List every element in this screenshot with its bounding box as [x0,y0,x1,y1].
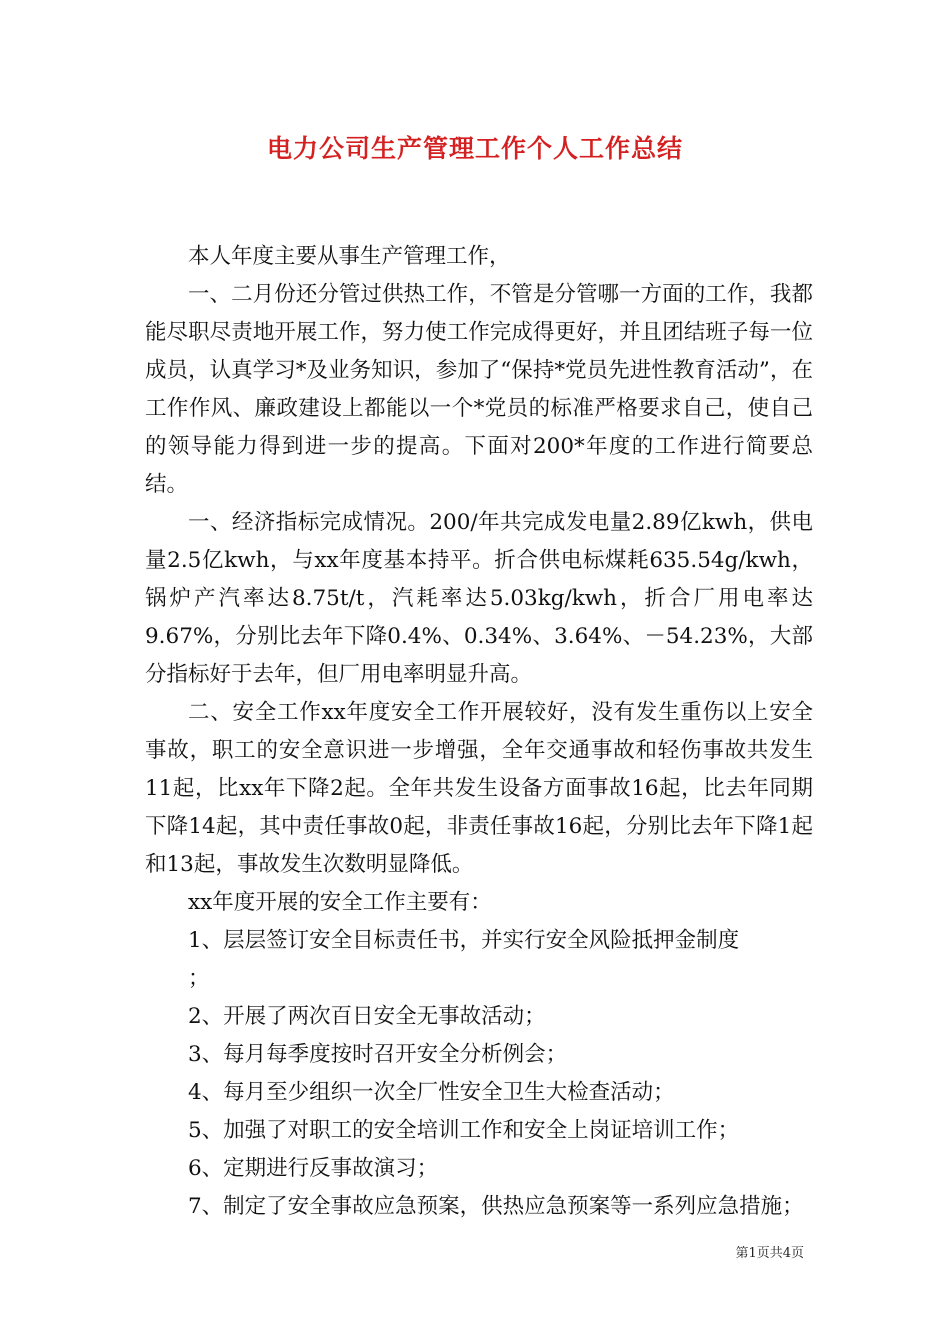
paragraph-overview: 一、二月份还分管过供热工作，不管是分管哪一方面的工作，我都能尽职尽责地开展工作，努力使工作完成得更好，并且团结班子每一位成员，认真学习*及业务知识，参加了“保持*党员先进性教育活动”，在工作作风、廉政建设上都能以一个*党员的标准严格要求自己，使自己的领导能力得到进一步的提高。下面对200*年度的工作进行简要总结。 [145,282,813,497]
list-item: 5、加强了对职工的安全培训工作和安全上岗证培训工作； [188,1118,740,1143]
list-item: 6、定期进行反事故演习； [188,1156,439,1181]
document-body [145,238,813,1226]
paragraph-intro: 本人年度主要从事生产管理工作， [188,244,511,269]
list-item: 4、每月至少组织一次全厂性安全卫生大检查活动； [188,1080,675,1105]
list-item: 7、制定了安全事故应急预案，供热应急预案等一系列应急措施； [188,1194,804,1219]
list-item: 3、每月每季度按时召开安全分析例会； [188,1042,568,1067]
list-item: 2、开展了两次百日安全无事故活动； [188,1004,546,1029]
list-item: 1、层层签订安全目标责任书，并实行安全风险抵押金制度 [188,928,740,953]
paragraph-economic-indicators: 一、经济指标完成情况。200/年共完成发电量2.89亿kwh，供电量2.5亿kwh，与xx年度基本持平。折合供电标煤耗635.54g/kwh，锅炉产汽率达8.75t/t，汽耗率达5.03kg/kwh，折合厂用电率达9.67%，分别比去年下降0.4%、0.34%、3.64%、－54.23%，大部分指标好于去年，但厂用电率明显升高。 [145,510,813,687]
page-number-footer: 第1页共4页 [735,1246,804,1261]
paragraph-safety-list-heading: xx年度开展的安全工作主要有： [188,890,492,915]
list-item-continuation: ； [188,966,210,991]
document-title: 电力公司生产管理工作个人工作总结 [266,134,683,163]
paragraph-safety-work: 二、安全工作xx年度安全工作开展较好，没有发生重伤以上安全事故，职工的安全意识进一步增强，全年交通事故和轻伤事故共发生11起，比xx年下降2起。全年共发生设备方面事故16起，比去年同期下降14起，其中责任事故0起，非责任事故16起，分别比去年下降1起和13起，事故发生次数明显降低。 [145,700,813,877]
